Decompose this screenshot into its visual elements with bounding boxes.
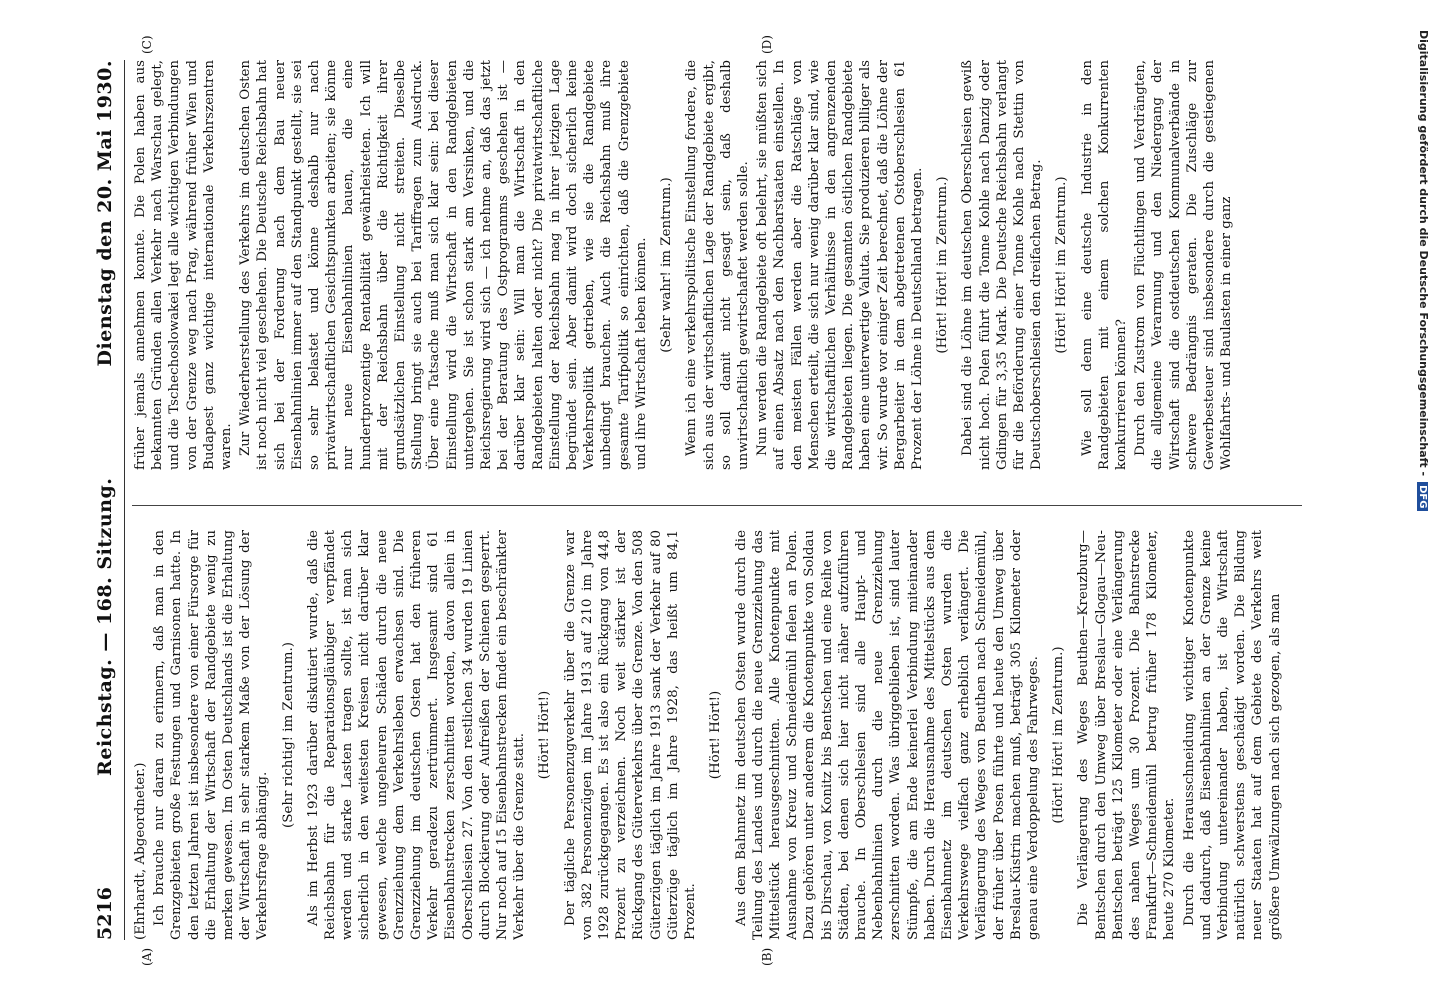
margin-marker-d: (D): [760, 35, 774, 54]
paragraph: früher jemals annehmen konnte. Die Polen haben aus bekannten Gründen allen Verkehr nach Warschau gelegt, und die Tschechoslowakei legt alle wichtigen Verbindungen von der Grenze weg nach Prag, während früher Wien und Budapest ganz wichtige internationale Verkehrszentren waren.: [133, 60, 235, 470]
paragraph: Nun werden die Randgebiete oft belehrt, sie müßten sich auf einen Absatz nach den Nachbarstaaten einstellen. In den meisten Fällen werden aber die Ratschläge von Menschen erteilt, die sich nur wenig darüber klar sind, wie die wirtschaftlichen Verhältnisse in den angrenzenden Randgebieten liegen. Die gesamten östlichen Randgebiete haben eine unterwertige Valuta. Sie produzieren billiger als wir. So wurde vor einiger Zeit berechnet, daß die Löhne der Bergarbeiter in dem abgetretenen Ostoberschlesien 61 Prozent der Löhne in Deutschland betragen.: [755, 60, 925, 470]
interjection: (Hört! Hört! im Zentrum.): [1054, 176, 1070, 354]
interjection: (Hört! Hört! im Zentrum.): [1051, 646, 1067, 824]
digitization-credit: [1412, 30, 1430, 990]
page-number: 5216: [94, 887, 116, 940]
right-column: [132, 60, 1302, 470]
interjection: (Hört! Hört!): [708, 690, 724, 780]
paragraph: Wenn ich eine verkehrspolitische Einstellung fordere, die sich aus der wirtschaftlichen Lage der Randgebiete ergibt, so soll damit nicht gesagt sein, daß deshalb unwirtschaftlich gewirtschaftet werden solle.: [684, 60, 751, 470]
paragraph: Ich brauche nur daran zu erinnern, daß man in den Grenzgebieten große Festungen und Garnisonen hatte. In den letzten Jahren ist insbesondere von einer Fürsorge für die Erhaltung der Wirtschaft der Randgebiete wenig zu merken gewesen. Im Osten Deutschlands ist die Erhaltung der Wirtschaft in sehr starkem Maße von der Lösung der Verkehrsfrage abhängig.: [152, 530, 271, 940]
margin-marker-b: (B): [760, 947, 774, 966]
paragraph: Dabei sind die Löhne im deutschen Oberschlesien gewiß nicht hoch. Polen führt die Tonne Kohle nach Danzig oder Gdingen für 3,35 Mark. Die Deutsche Reichsbahn verlangt für die Beförderung einer Tonne Kohle nach Stettin von Deutschoberschlesien den dreifachen Betrag.: [960, 60, 1045, 470]
interjection: (Sehr wahr! im Zentrum.): [659, 177, 675, 353]
speaker-label: (Ehrhardt, Abgeordneter.): [133, 762, 148, 940]
paragraph: Die Verlängerung des Weges Beuthen—Kreuzburg—Bentschen durch den Umweg über Breslau—Glogau—Neu-Bentschen beträgt 125 Kilometer oder eine Verlängerung des nahen Weges um 30 Prozent. Die Bahnstrecke Frankfurt—Schneidemühl betrug früher 178 Kilometer, heute 270 Kilometer.: [1076, 530, 1178, 940]
credit-text: Digitalisierung gefördert durch die Deutsche Forschungsgemeinschaft -: [1417, 30, 1430, 477]
digitization-sidebar: [1404, 10, 1434, 990]
interjection: (Sehr richtig! im Zentrum.): [280, 642, 296, 828]
paragraph: Der tägliche Personenzugverkehr über die Grenze war von 382 Personenzügen im Jahre 1913 auf 210 im Jahre 1928 zurückgegangen. Es ist also ein Rückgang von 44,8 Prozent zu verzeichnen. Noch weit stärker ist der Rückgang des Güterverkehrs über die Grenze. Von den 508 Güterzügen täglich im Jahre 1913 sank der Verkehr auf 80 Güterzüge täglich im Jahre 1928, das heißt um 84,1 Prozent.: [562, 530, 699, 940]
paragraph: Aus dem Bahnnetz im deutschen Osten wurde durch die Teilung des Landes und durch die neue Grenzziehung das Mittelstück herausgeschnitten. Alle Knotenpunkte mit Ausnahme von Kreuz und Schneidemühl fielen an Polen. Dazu gehören unter anderem die Knotenpunkte von Soldau bis Dirschau, von Konitz bis Bentschen und eine Reihe von Städten, bei denen sich hier nicht näher aufzuführen brauche. In Oberschlesien sind alle Haupt- und Nebenbahnlinien durch die neue Grenzziehung zerschnitten worden. Was übriggeblieben ist, sind lauter Stümpfe, die am Ende keinerlei Verbindung miteinander haben. Durch die Herausnahme des Mittelstücks aus dem Eisenbahnnetz im deutschen Osten wurden die Verkehrswege vielfach ganz erheblich verlängert. Die Verlängerung des Weges von Beuthen nach Schneidemühl, der früher über Posen führte und heute den Umweg über Breslau-Küstrin machen muß, beträgt 305 Kilometer oder genau eine Verdoppelung des Fahrweges.: [733, 530, 1041, 940]
paragraph: Zur Wiederherstellung des Verkehrs im deutschen Osten ist noch nicht viel geschehen. Die Deutsche Reichsbahn hat sich bei der Forderung nach dem Bau neuer Eisenbahnlinien immer auf den Standpunkt gestellt, sie sei so sehr belastet und könne deshalb nur nach privatwirtschaftlichen Gesichtspunkten arbeiten; sie könne nur neue Eisenbahnlinien bauen, die eine hundertprozentige Rentabilität gewährleisteten. Ich will mit der Reichsbahn über die Richtigkeit ihrer grundsätzlichen Einstellung nicht streiten. Dieselbe Stellung bringt sie auch bei Tariffragen zum Ausdruck. Über eine Tatsache muß man sich klar sein: bei dieser Einstellung wird die Wirtschaft in den Randgebieten untergehen. Sie ist schon stark am Versinken, und die Reichsregierung wird sich — ich nehme an, daß das jetzt bei der Beratung des Ostprogramms geschehen ist — darüber klar sein: Will man die Wirtschaft in den Randgebieten halten oder nicht? Die privatwirtschaftliche Einstellung der Reichsbahn mag in ihrer jetzigen Lage begründet sein. Aber damit wird doch sicherlich keine Verkehrspolitik getrieben, wie sie die Randgebiete unbedingt brauchen. Auch die Reichsbahn muß ihre gesamte Tarifpolitik so einrichten, daß die Grenzgebiete und ihre Wirtschaft leben können.: [238, 60, 649, 470]
left-column: [132, 530, 1302, 940]
interjection: (Hört! Hört! im Zentrum.): [935, 176, 951, 354]
page-header: [90, 60, 120, 940]
column-divider: [132, 505, 1302, 506]
margin-marker-c: (C): [140, 35, 154, 54]
rotated-page: [0, 20, 1400, 980]
session-title: Reichstag. — 168. Sitzung.: [94, 477, 116, 776]
paragraph: Durch die Herausschneidung wichtiger Knotenpunkte und dadurch, daß Eisenbahnlinien an der Grenze keine Verbindung untereinander haben, ist die Wirtschaft natürlich schwerstens geschädigt worden. Die Bildung neuer Staaten hat auf dem Gebiete des Verkehrs weit größere Umwälzungen nach sich gezogen, als man: [1181, 530, 1283, 940]
paragraph: Durch den Zustrom von Flüchtlingen und Verdrängten, die allgemeine Verarmung und den Niedergang der Wirtschaft sind die ostdeutschen Kommunalverbände in schwere Bedrängnis geraten. Die Zuschläge zur Gewerbesteuer sind insbesondere durch die gestiegenen Wohlfahrts- und Baulasten in einer ganz: [1133, 60, 1235, 470]
header-rule: [124, 60, 125, 940]
paragraph: Wie soll denn eine deutsche Industrie in den Randgebieten mit einem solchen Konkurrenten konkurrieren können?: [1079, 60, 1129, 470]
paragraph: Als im Herbst 1923 darüber diskutiert wurde, daß die Reichsbahn für die Reparationsgläubiger verpfändet werden und starke Lasten tragen sollte, ist man sich sicherlich in den weitesten Kreisen nicht darüber klar gewesen, welche ungeheuren Schäden durch die neue Grenzziehung dem Verkehrsleben erwachsen sind. Die Grenzziehung im deutschen Osten hat den früheren Verkehr geradezu zertrümmert. Insgesamt sind 61 Eisenbahnstrecken zerschnitten worden, davon allein in Oberschlesien 27. Von den restlichen 34 wurden 19 Linien durch Blockierung oder Aufreißen der Schienen gesperrt. Nur noch auf 15 Eisenbahnstrecken findet ein beschränkter Verkehr über die Grenze statt.: [305, 530, 528, 940]
margin-marker-a: (A): [140, 947, 154, 966]
interjection: (Hört! Hört!): [537, 690, 553, 780]
dfg-logo: DFG: [1417, 482, 1428, 511]
date-title: Dienstag den 20. Mai 1930.: [94, 60, 116, 367]
